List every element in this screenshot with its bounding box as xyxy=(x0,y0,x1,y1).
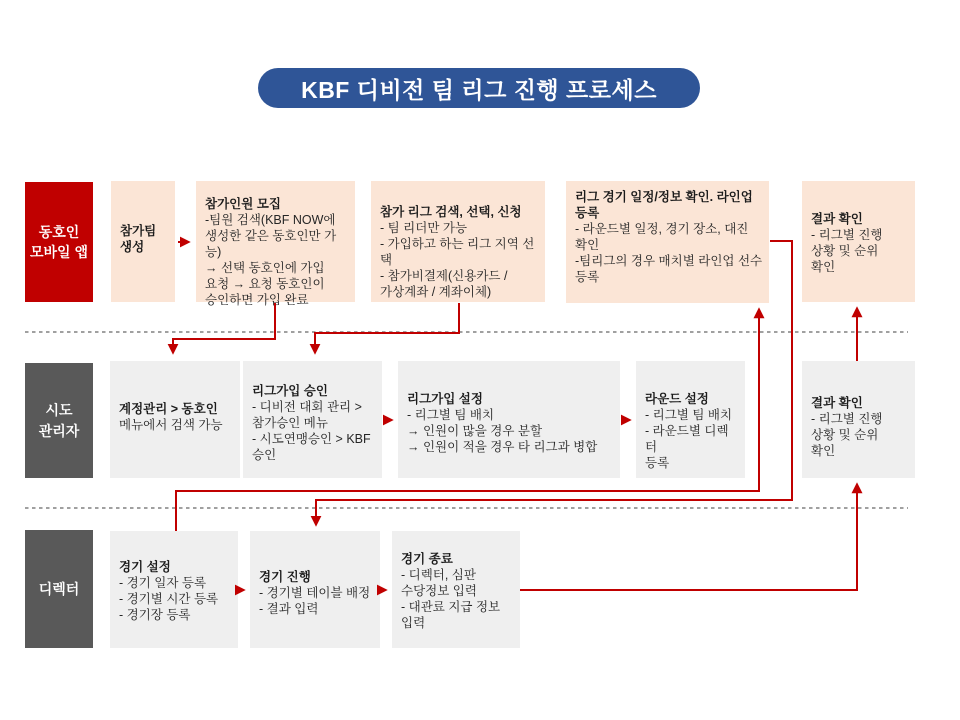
step-join-approval xyxy=(243,361,382,478)
step-title: 결과 확인 xyxy=(811,396,863,410)
page-title: KBF 디비전 팀 리그 진행 프로세스 xyxy=(258,68,700,108)
step-join-setting xyxy=(398,361,620,478)
lane-label-mobile-app: 동호인 모바일 앱 xyxy=(25,182,93,302)
arrow-match-end-to-admin-result xyxy=(520,485,857,590)
step-match-end xyxy=(392,531,520,648)
step-create-team xyxy=(111,181,175,302)
step-title: 경기 설정 xyxy=(119,560,171,574)
step-title: 리그가입 승인 xyxy=(252,384,328,398)
step-match-run xyxy=(250,531,380,648)
arrow-recruit-to-account-search xyxy=(173,303,275,352)
step-title: 리그 경기 일정/정보 확인. 라인업 등록 xyxy=(575,190,753,220)
step-title: 경기 종료 xyxy=(401,552,453,566)
step-title: 리그가입 설정 xyxy=(407,392,483,406)
step-recruit-members xyxy=(196,181,355,307)
step-body: - 팀 리더만 가능 - 가입하고 하는 리그 지역 선택 - 참가비결제(신용카드 / 가상계좌 / 계좌이체) xyxy=(380,221,535,299)
step-title: 참가팀 생성 xyxy=(120,224,157,254)
step-body: - 리그별 팀 배치 → 인원이 많을 경우 분할 → 인원이 적을 경우 타 리그과 병합 xyxy=(407,408,598,454)
step-app-result-check xyxy=(802,181,915,302)
step-match-setting xyxy=(110,531,238,648)
step-title: 참가인원 모집 xyxy=(205,197,281,211)
step-account-search xyxy=(110,361,240,478)
lane-label-director: 디렉터 xyxy=(25,530,93,648)
step-title: 라운드 설정 xyxy=(645,392,709,406)
lane-label-sido-admin: 시도 관리자 xyxy=(25,363,93,478)
step-search-league xyxy=(371,181,545,302)
step-title: 계정관리 > 동호인 xyxy=(119,402,218,416)
step-admin-result-check xyxy=(802,361,915,478)
step-body: - 디렉터, 심판 수당정보 입력 - 대관료 지급 정보 입력 xyxy=(401,568,501,630)
step-body: - 경기 일자 등록 - 경기별 시간 등록 - 경기장 등록 xyxy=(119,576,219,622)
step-body: 메뉴에서 검색 가능 xyxy=(119,418,223,432)
step-title: 경기 진행 xyxy=(259,570,311,584)
step-body: - 리그별 진행 상황 및 순위 확인 xyxy=(811,412,883,458)
step-body: - 리그별 팀 배치 - 라운드별 디렉터 등록 xyxy=(645,408,733,470)
step-body: - 경기별 테이블 배정 - 결과 입력 xyxy=(259,586,371,616)
step-title: 참가 리그 검색, 선택, 신청 xyxy=(380,205,522,219)
step-body: - 리그별 진행 상황 및 순위 확인 xyxy=(811,228,883,274)
step-round-setting xyxy=(636,361,745,478)
arrow-league-apply-to-join-approval xyxy=(315,303,459,352)
step-body: - 라운드별 일정, 경기 장소, 대진 확인 -팀리그의 경우 매치별 라인업 선수 등록 xyxy=(575,222,763,284)
step-check-schedule-lineup xyxy=(566,181,769,303)
step-body: - 디비전 대회 관리 > 참가승인 메뉴 - 시도연맹승인 > KBF 승인 xyxy=(252,400,371,462)
step-body: -팀원 검색(KBF NOW에 생성한 같은 동호인만 가능) → 선택 동호인에 가입 요청 → 요청 동호인이 승인하면 가입 완료 xyxy=(205,213,337,307)
step-title: 결과 확인 xyxy=(811,212,863,226)
